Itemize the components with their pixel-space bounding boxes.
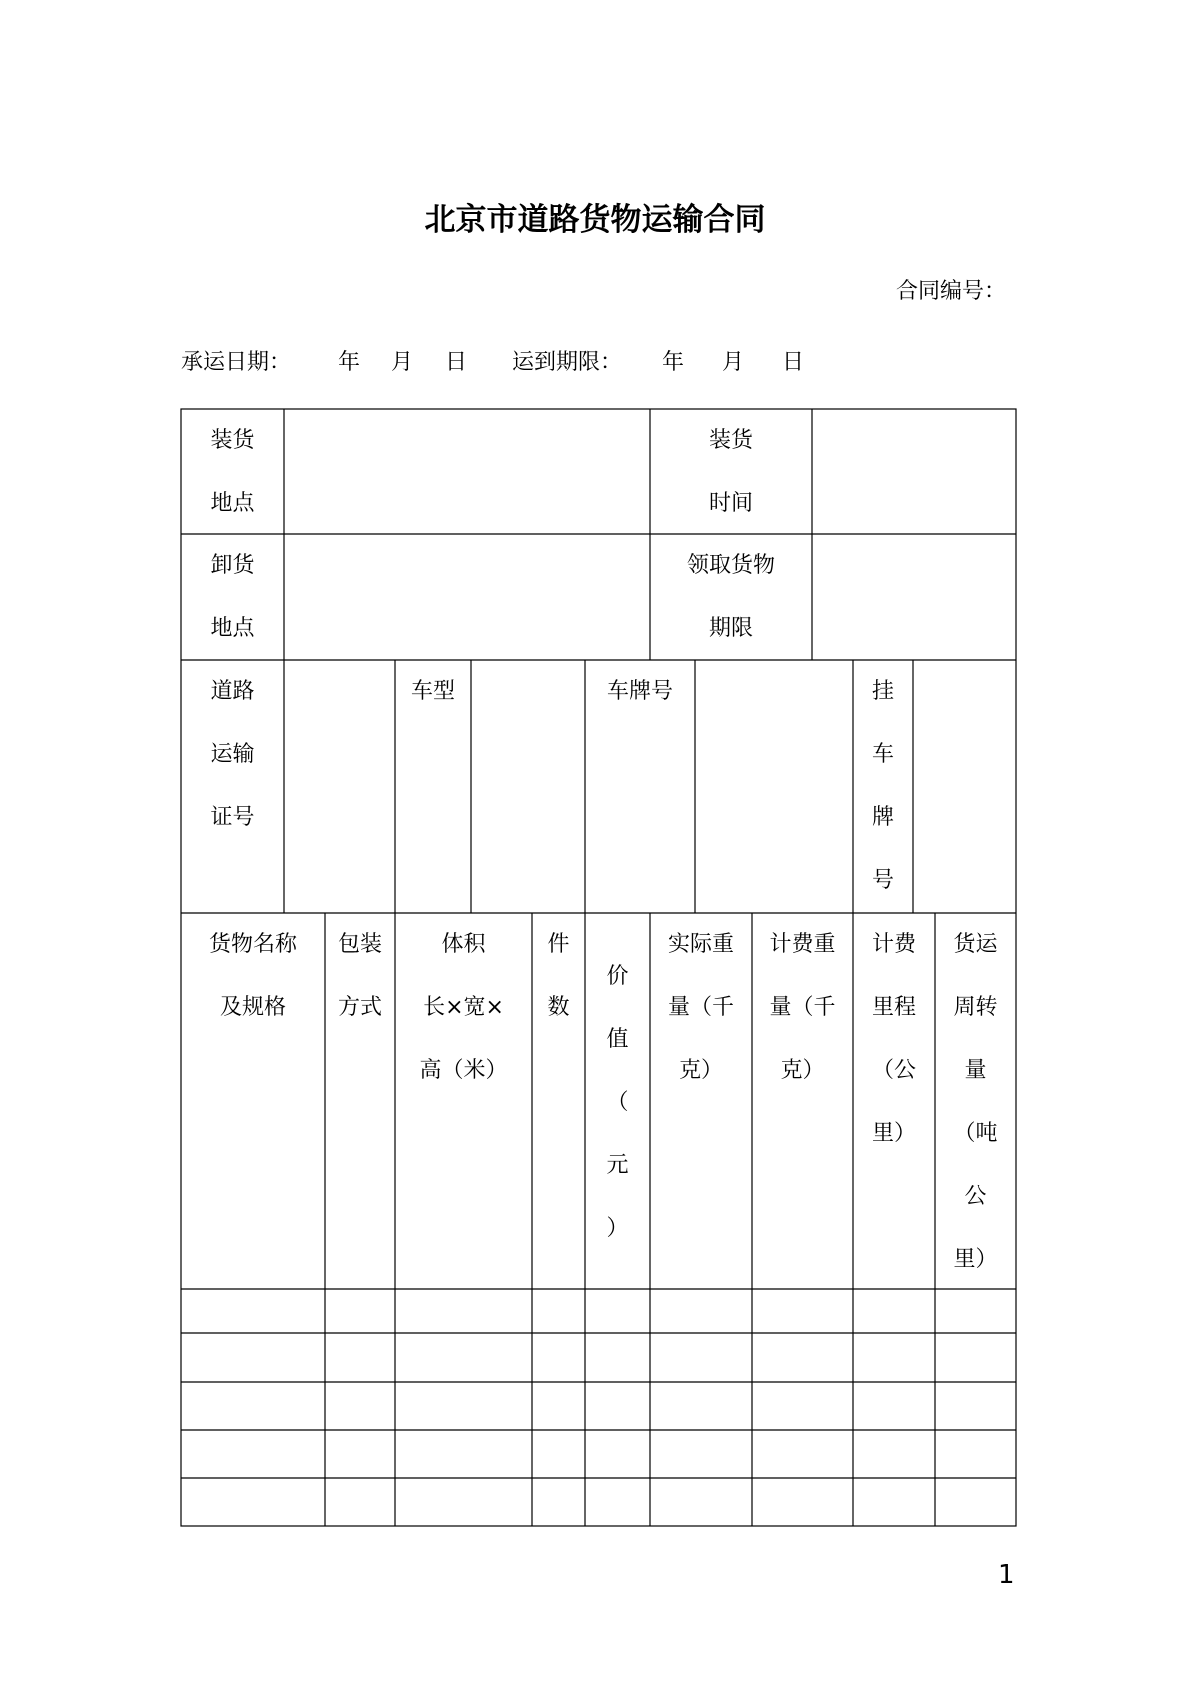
load-time-label: 装货 时间	[708, 428, 753, 516]
page-number: 1	[998, 1560, 1015, 1590]
header-volume: 体积 长×宽× 高（米）	[419, 932, 508, 1083]
header-pieces: 件 数	[547, 932, 570, 1020]
ship-date-label: 承运日期：	[181, 350, 292, 375]
ship-year-label: 年	[338, 350, 361, 375]
header-turnover: 货运 周转 量 （吨 公 里）	[953, 932, 998, 1272]
vehicle-type-label: 车型	[410, 679, 455, 704]
contract-number-label: 合同编号：	[896, 279, 1007, 304]
header-value: 价 值 （ 元 ）	[606, 964, 629, 1241]
trailer-plate-label: 挂 车 牌 号	[871, 679, 894, 893]
pickup-deadline-label: 领取货物 期限	[686, 553, 775, 641]
plate-number-label: 车牌号	[606, 679, 673, 704]
ship-month-label: 月	[391, 350, 414, 375]
road-permit-label: 道路 运输 证号	[210, 679, 255, 830]
header-actual-weight: 实际重 量（千 克）	[667, 932, 734, 1083]
unload-place-label: 卸货 地点	[210, 553, 255, 641]
deadline-month-label: 月	[722, 350, 745, 375]
header-billing-weight: 计费重 量（千 克）	[769, 932, 836, 1083]
load-place-label: 装货 地点	[210, 428, 255, 516]
header-billing-distance: 计费 里程 （公 里）	[871, 932, 916, 1146]
deadline-day-label: 日	[782, 350, 805, 375]
deadline-year-label: 年	[662, 350, 685, 375]
ship-day-label: 日	[445, 350, 468, 375]
header-packaging: 包装 方式	[337, 932, 382, 1020]
deadline-label: 运到期限：	[512, 350, 623, 375]
header-goods-name: 货物名称 及规格	[208, 932, 297, 1020]
document-title: 北京市道路货物运输合同	[424, 202, 766, 238]
